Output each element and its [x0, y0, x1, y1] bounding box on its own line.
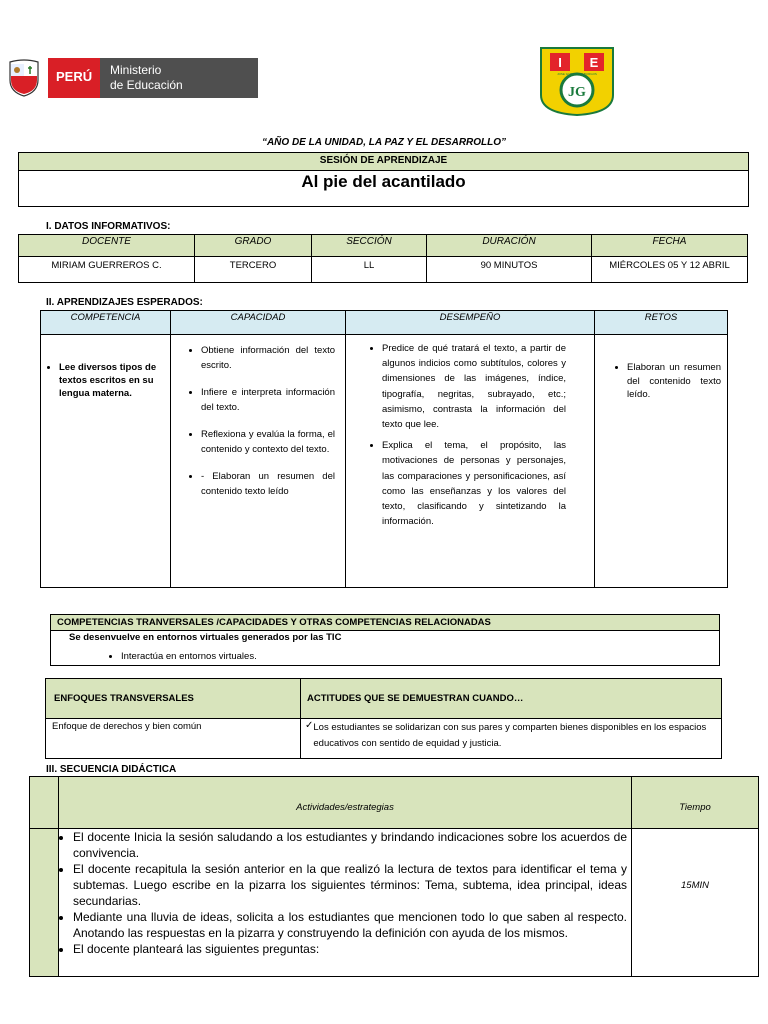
col-competencia: COMPETENCIA	[41, 311, 171, 335]
duracion-value: 90 MINUTOS	[427, 257, 592, 283]
transversal-capacidad: • Interactúa en entornos virtuales.	[121, 651, 719, 663]
check-icon: ✓	[305, 720, 314, 731]
fecha-value: MIÉRCOLES 05 Y 12 ABRIL	[592, 257, 748, 283]
activity-item: • El docente Inicia la sesión saludando a los estudiantes y brindando indicaciones sobre los acuerdos de convivencia.	[73, 829, 627, 861]
col-time: Tiempo	[632, 777, 759, 829]
capacidad-item: • - Elaboran un resumen del contenido texto leído	[201, 469, 335, 499]
activity-item: • El docente planteará las siguientes preguntas:	[73, 941, 627, 957]
session-label-text: SESIÓN DE APRENDIZAJE	[319, 155, 448, 166]
badge-letter-e: E	[589, 55, 599, 70]
badge-letter-i: I	[558, 55, 562, 70]
desempeno-item: • Explica el tema, el propósito, las motivaciones de personas y personajes, las comparaciones y personificaciones, así como las enseñanzas y los valores del texto, clasificando y sintetizando la información.	[382, 438, 566, 529]
col-docente: DOCENTE	[19, 235, 195, 257]
session-title-box	[18, 170, 749, 207]
school-shield-icon	[538, 45, 616, 117]
ministry-gray-block	[100, 58, 258, 98]
desempeno-item: • Predice de qué tratará el texto, a partir de algunos indicios como subtítulos, colores y dimensiones de las imágenes, índice, tipografía, negritas, subrayado, etc.; asimismo, contrasta la información del texto que lee.	[382, 341, 566, 432]
competencia-cell	[41, 335, 171, 588]
year-motto: “AÑO DE LA UNIDAD, LA PAZ Y EL DESARROLLO”	[261, 137, 507, 148]
peru-label: PERÚ	[56, 69, 93, 84]
capacidad-cell	[171, 335, 346, 588]
time-cell	[632, 829, 759, 977]
ministry-line2: de Educación	[110, 78, 183, 92]
section3-title: III. SECUENCIA DIDÁCTICA	[46, 764, 177, 775]
secuencia-side-cell	[30, 829, 59, 977]
ministry-logo	[0, 44, 270, 106]
activity-item: • Mediante una lluvia de ideas, solicita a los estudiantes que mencionen todo lo que saben al respecto. Anotando las respuestas en la pizarra y construyendo la definición con ayuda de los mismos.	[73, 909, 627, 941]
desempeno-cell	[346, 335, 595, 588]
session-title: Al pie del acantilado	[301, 172, 466, 191]
retos-cell	[595, 335, 728, 588]
enfoques-header-right: ACTITUDES QUE SE DEMUESTRAN CUANDO…	[301, 679, 722, 719]
section1-title: I. DATOS INFORMATIVOS:	[46, 221, 171, 232]
enfoques-table	[45, 678, 722, 759]
enfoques-header-left: ENFOQUES TRANSVERSALES	[46, 679, 301, 719]
actitud-cell	[301, 719, 722, 759]
actitud-value: Los estudiantes se solidarizan con sus pares y comparten bienes disponibles en los espacios educativos con sentido de equidad y justicia.	[313, 722, 707, 749]
transversal-competencia: Se desenvuelve en entornos virtuales generados por las TIC	[69, 632, 342, 643]
col-duracion: DURACIÓN	[427, 235, 592, 257]
grado-value: TERCERO	[195, 257, 312, 283]
school-badge	[538, 45, 616, 117]
competencia-item: • Lee diversos tipos de textos escritos en su lengua materna.	[59, 361, 164, 400]
docente-value: MIRIAM GUERREROS C.	[19, 257, 195, 283]
retos-item: • Elaboran un resumen del contenido texto leído.	[627, 361, 721, 402]
col-retos: RETOS	[595, 311, 728, 335]
peru-coat-of-arms-icon	[4, 58, 44, 98]
time-value: 15MIN	[681, 880, 709, 891]
capacidad-item: • Obtiene información del texto escrito.	[201, 343, 335, 373]
col-activities: Actividades/estrategias	[59, 777, 632, 829]
capacidad-item: • Reflexiona y evalúa la forma, el contenido y contexto del texto.	[201, 427, 335, 457]
secuencia-table	[29, 776, 759, 977]
enfoque-value: Enfoque de derechos y bien común	[46, 719, 301, 759]
badge-initials: JG	[568, 85, 586, 100]
col-seccion: SECCIÓN	[312, 235, 427, 257]
col-fecha: FECHA	[592, 235, 748, 257]
session-label	[18, 152, 749, 171]
transversal-box	[50, 614, 720, 666]
aprendizajes-table	[40, 310, 728, 588]
badge-ring-text: JOSE GUERRERO BURGOS	[557, 72, 597, 76]
datos-table	[18, 234, 748, 283]
capacidad-item: • Infiere e interpreta información del texto.	[201, 385, 335, 415]
secuencia-side-header	[30, 777, 59, 829]
peru-red-block	[48, 58, 100, 98]
section2-title: II. APRENDIZAJES ESPERADOS:	[46, 297, 203, 308]
col-desempeno: DESEMPEÑO	[346, 311, 595, 335]
col-capacidad: CAPACIDAD	[171, 311, 346, 335]
activities-cell	[59, 829, 632, 977]
ministry-line1: Ministerio	[110, 63, 162, 77]
seccion-value: LL	[312, 257, 427, 283]
col-grado: GRADO	[195, 235, 312, 257]
transversal-title: COMPETENCIAS TRANVERSALES /CAPACIDADES Y OTRAS COMPETENCIAS RELACIONADAS	[51, 615, 719, 631]
activity-item: • El docente recapitula la sesión anterior en la que realizó la lectura de textos para identificar el tema y subtemas. Luego escribe en la pizarra los siguientes términos: Tema, subtema, idea principal, ideas secundarias.	[73, 861, 627, 909]
